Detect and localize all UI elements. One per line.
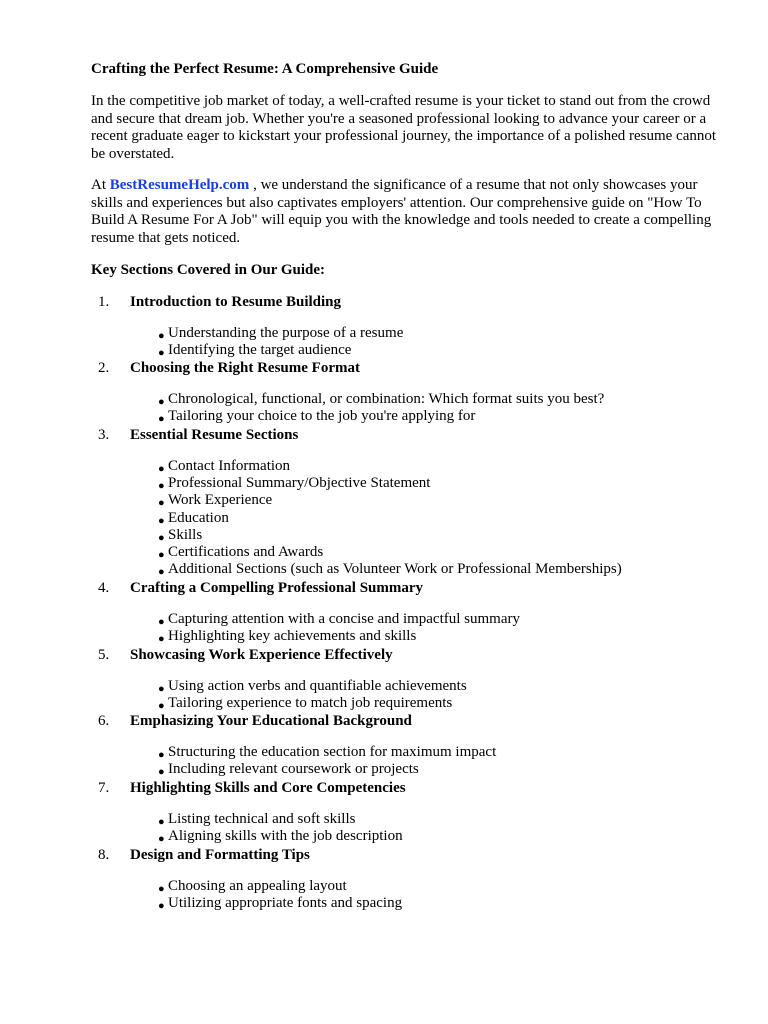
section-header: [91, 426, 731, 444]
bullet-list: [91, 391, 731, 425]
bullet-icon: ●: [158, 883, 165, 895]
bullet-list: [91, 811, 731, 845]
section-number: 7.: [98, 780, 110, 796]
bullet-text: Using action verbs and quantifiable achievements: [168, 678, 467, 694]
list-item: [91, 510, 731, 527]
section-title: Highlighting Skills and Core Competencies: [130, 780, 406, 796]
list-item: [91, 811, 731, 828]
bullet-icon: ●: [158, 616, 165, 628]
guide-section: [91, 712, 731, 779]
bullet-icon: ●: [158, 816, 165, 828]
bullet-text: Contact Information: [168, 458, 291, 474]
guide-section: [91, 293, 731, 360]
bullet-icon: ●: [158, 413, 165, 426]
list-item: [91, 325, 731, 342]
bullet-icon: ●: [158, 497, 165, 510]
guide-section: [91, 779, 731, 846]
list-item: [91, 527, 731, 544]
section-number: 8.: [98, 847, 110, 863]
bullet-icon: ●: [158, 480, 165, 493]
bullet-text: Tailoring experience to match job requirements: [168, 695, 453, 712]
bullet-list: [91, 878, 731, 912]
bullet-icon: ●: [158, 683, 165, 695]
list-item: [91, 744, 731, 761]
paragraph-suffix: , we understand the significance of a resume that not only showcases your skills and experiences but also captivates employers' attention. Our comprehensive guide on "How To Build A Resume For A Job" will equip you with the knowledge and tools needed to create a compelling resume that gets noticed.: [91, 177, 712, 246]
bullet-list: [91, 611, 731, 645]
bestresumehelp-link[interactable]: BestResumeHelp.com: [109, 177, 250, 193]
list-item: [91, 611, 731, 628]
section-number: 5.: [98, 647, 110, 663]
section-header: [91, 779, 731, 797]
paragraph-prefix: At: [91, 177, 110, 193]
bullet-icon: ●: [158, 531, 165, 544]
page-title: Crafting the Perfect Resume: A Comprehensive Guide: [91, 61, 439, 77]
list-item: [91, 878, 731, 895]
second-paragraph: [91, 177, 731, 247]
bullet-text: Utilizing appropriate fonts and spacing: [168, 895, 403, 912]
bullet-text: Tailoring your choice to the job you're applying for: [168, 408, 476, 425]
section-title: Introduction to Resume Building: [130, 294, 342, 310]
list-item: [91, 678, 731, 695]
bullet-icon: ●: [158, 548, 165, 561]
section-number: 4.: [98, 580, 110, 596]
section-title: Crafting a Compelling Professional Summary: [130, 580, 424, 596]
bullet-text: Certifications and Awards: [168, 543, 324, 560]
section-title: Choosing the Right Resume Format: [130, 360, 360, 376]
section-title: Design and Formatting Tips: [130, 847, 310, 863]
list-item: [91, 408, 731, 425]
section-title: Emphasizing Your Educational Background: [130, 713, 412, 729]
bullet-text: Identifying the target audience: [168, 342, 352, 359]
bullet-text: Choosing an appealing layout: [168, 878, 347, 894]
bullet-text: Additional Sections (such as Volunteer Work or Professional Memberships): [168, 561, 622, 578]
section-number: 3.: [98, 427, 110, 443]
list-item: [91, 561, 731, 578]
section-number: 6.: [98, 713, 110, 729]
guide-section: [91, 846, 731, 913]
list-item: [91, 828, 731, 845]
bullet-icon: ●: [158, 330, 165, 342]
bullet-icon: ●: [158, 749, 165, 761]
bullet-list: [91, 744, 731, 778]
bullet-text: Professional Summary/Objective Statement: [168, 475, 431, 492]
bullet-text: Including relevant coursework or projects: [168, 761, 419, 778]
bullet-icon: ●: [158, 633, 165, 646]
section-title: Essential Resume Sections: [130, 427, 299, 443]
guide-section: [91, 646, 731, 713]
bullet-icon: ●: [158, 347, 165, 360]
bullet-icon: ●: [158, 514, 165, 527]
section-header: [91, 712, 731, 730]
list-item: [91, 458, 731, 475]
list-item: [91, 391, 731, 408]
list-item: [91, 895, 731, 912]
bullet-icon: ●: [158, 900, 165, 913]
bullet-text: Structuring the education section for maximum impact: [168, 744, 497, 760]
list-item: [91, 544, 731, 561]
section-header: [91, 646, 731, 664]
bullet-icon: ●: [158, 833, 165, 846]
bullet-text: Capturing attention with a concise and impactful summary: [168, 611, 520, 627]
bullet-text: Chronological, functional, or combination: Which format suits you best?: [168, 391, 605, 407]
guide-section: [91, 359, 731, 426]
bullet-icon: ●: [158, 566, 165, 579]
key-sections-heading: Key Sections Covered in Our Guide:: [91, 262, 326, 278]
bullet-icon: ●: [158, 766, 165, 779]
bullet-text: Skills: [168, 526, 203, 543]
bullet-list: [91, 458, 731, 578]
intro-paragraph: In the competitive job market of today, a well-crafted resume is your ticket to stand out from the crowd and secure that dream job. Whether you're a seasoned professional looking to advance your career or a recent graduate eager to kickstart your professional journey, the importance of a polished resume cannot be overstated.: [91, 93, 717, 162]
guide-section: [91, 579, 731, 646]
bullet-text: Listing technical and soft skills: [168, 811, 356, 827]
guide-section: [91, 426, 731, 579]
bullet-text: Aligning skills with the job description: [168, 828, 403, 845]
section-header: [91, 579, 731, 597]
section-number: 1.: [98, 294, 110, 310]
section-header: [91, 359, 731, 377]
list-item: [91, 695, 731, 712]
section-number: 2.: [98, 360, 110, 376]
bullet-text: Understanding the purpose of a resume: [168, 325, 404, 341]
section-header: [91, 293, 731, 311]
section-header: [91, 846, 731, 864]
bullet-list: [91, 325, 731, 359]
bullet-icon: ●: [158, 700, 165, 713]
bullet-list: [91, 678, 731, 712]
list-item: [91, 492, 731, 509]
list-item: [91, 475, 731, 492]
bullet-text: Education: [168, 509, 229, 526]
bullet-icon: ●: [158, 463, 165, 475]
list-item: [91, 761, 731, 778]
bullet-text: Highlighting key achievements and skills: [168, 628, 417, 645]
list-item: [91, 628, 731, 645]
bullet-text: Work Experience: [168, 492, 273, 509]
list-item: [91, 342, 731, 359]
section-title: Showcasing Work Experience Effectively: [130, 647, 393, 663]
bullet-icon: ●: [158, 396, 165, 408]
